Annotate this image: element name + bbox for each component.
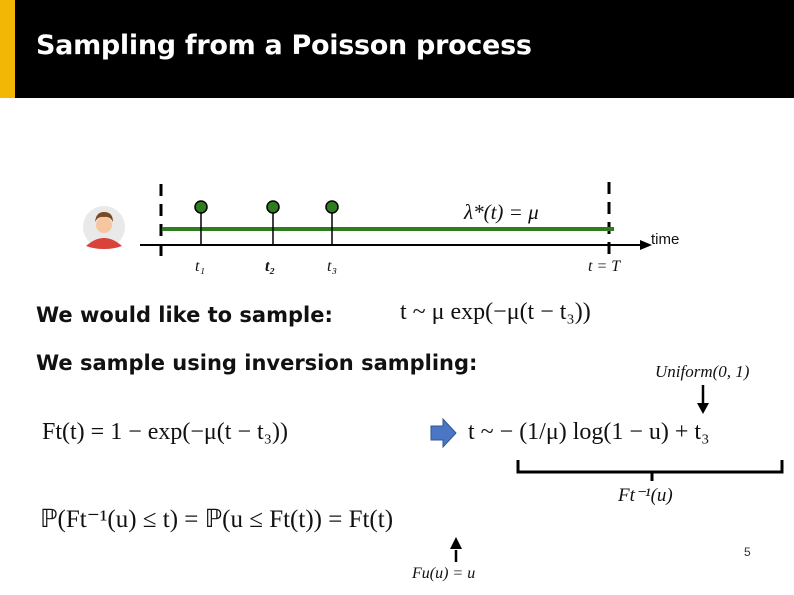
event-label-3: t₃	[327, 258, 338, 275]
event-dot-1	[195, 201, 207, 213]
person-avatar-icon	[83, 206, 125, 249]
composition-label: Fu(u) = u	[412, 565, 476, 582]
target-density-formula: t ~ μ exp(−μ(t − t₃))	[400, 299, 591, 325]
probability-identity-formula: ℙ(Ft⁻¹(u) ≤ t) = ℙ(u ≤ Ft(t)) = Ft(t)	[40, 506, 394, 533]
inversion-intro-text: We sample using inversion sampling:	[36, 351, 478, 375]
uniform-pointer-arrowhead	[697, 403, 709, 414]
page-number: 5	[744, 545, 751, 559]
uniform-distribution-label: Uniform(0, 1)	[655, 362, 750, 381]
event-dot-3	[326, 201, 338, 213]
time-axis-label: time	[651, 231, 680, 248]
intensity-label: λ*(t) = μ	[464, 200, 539, 224]
implies-arrow-icon	[431, 419, 456, 447]
event-dot-2	[267, 201, 279, 213]
inverse-bracket	[518, 460, 782, 472]
end-time-label: t = T	[588, 258, 621, 275]
event-label-1: t₁	[195, 258, 206, 275]
cdf-formula: Ft(t) = 1 − exp(−μ(t − t₃))	[42, 419, 288, 445]
sample-intro-text: We would like to sample:	[36, 303, 333, 327]
inverse-sample-formula: t ~ − (1/μ) log(1 − u) + t₃	[468, 419, 710, 445]
composition-pointer-arrowhead	[450, 537, 462, 549]
inverse-cdf-label: Ft⁻¹(u)	[618, 485, 673, 506]
slide-title: Sampling from a Poisson process	[36, 30, 532, 61]
event-label-2: t₂	[265, 258, 276, 275]
